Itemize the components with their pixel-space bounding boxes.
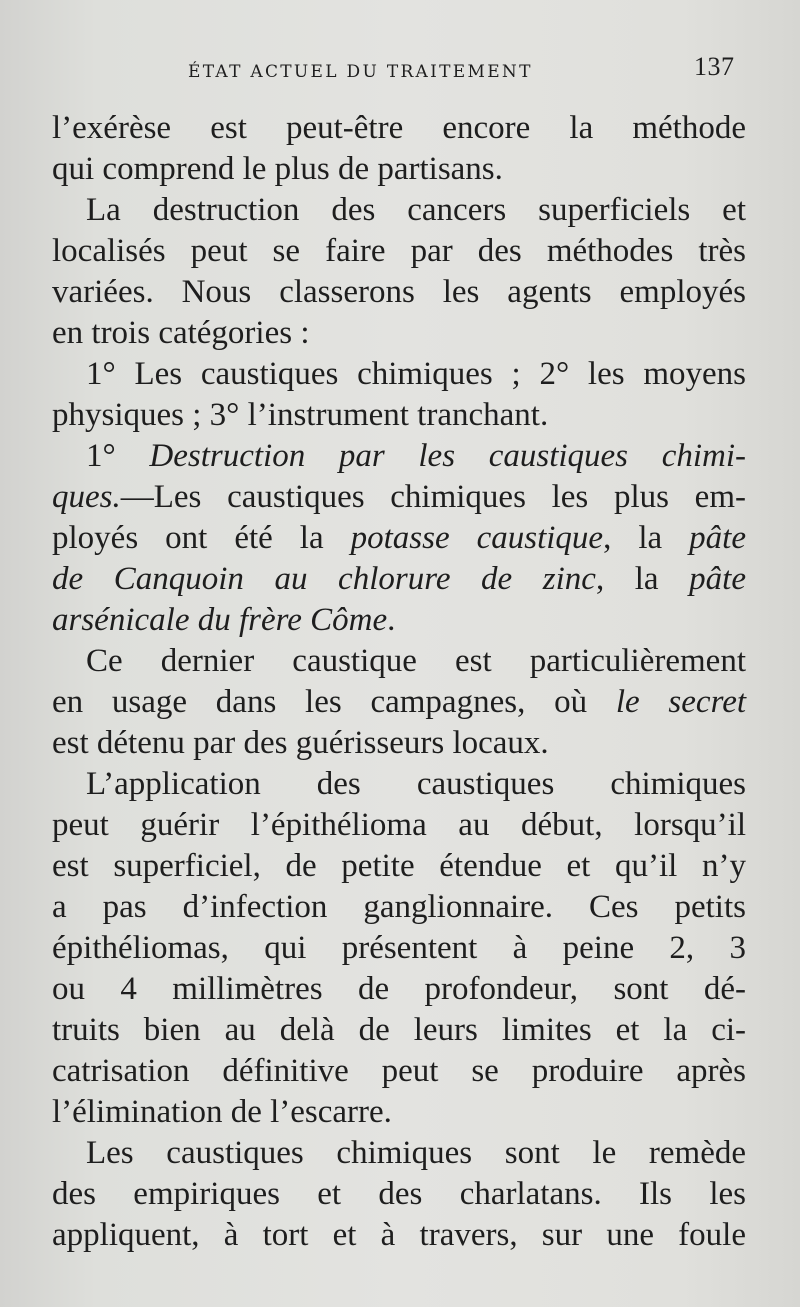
- text-line: l’exérèse est peut-être encore la méthode: [52, 110, 746, 146]
- text-line: qui comprend le plus de partisans.: [52, 151, 503, 187]
- running-head: ÉTAT ACTUEL DU TRAITEMENT: [188, 62, 533, 82]
- text-line: est détenu par des guérisseurs locaux.: [52, 725, 549, 761]
- text-line: ou 4 millimètres de profondeur, sont dé-: [52, 971, 746, 1007]
- body-text: [52, 108, 746, 1256]
- italic-segment: de Canquoin au chlorure de zinc: [52, 561, 596, 597]
- italic-segment: pâte: [689, 561, 746, 597]
- text-line: variées. Nous classerons les agents employés: [52, 274, 746, 310]
- text-line: truits bien au delà de leurs limites et la ci-: [52, 1012, 746, 1048]
- text-line: Les caustiques chimiques sont le remède: [86, 1135, 746, 1171]
- text-line: catrisation définitive peut se produire après: [52, 1053, 746, 1089]
- italic-segment: ques.: [52, 479, 121, 515]
- italic-segment: le secret: [615, 684, 747, 720]
- italic-segment: potasse caustique: [350, 520, 604, 556]
- text-line: [52, 477, 746, 518]
- text-segment: ployés ont été la: [52, 520, 351, 556]
- text-line: La destruction des cancers superficiels et: [86, 192, 746, 228]
- page-number: 137: [694, 52, 735, 81]
- text-line: a pas d’infection ganglionnaire. Ces petits: [52, 889, 746, 925]
- text-segment: —Les caustiques chimiques les plus em-: [120, 479, 746, 515]
- italic-segment: Destruction par les caustiques chimi-: [149, 438, 746, 474]
- page-header: [0, 52, 800, 92]
- italic-segment: arsénicale du frère Côme: [52, 602, 388, 638]
- text-line: est superficiel, de petite étendue et qu’il n’y: [52, 848, 746, 884]
- text-line: Ce dernier caustique est particulièrement: [86, 643, 746, 679]
- text-segment: .: [387, 602, 396, 638]
- text-line: 1° Les caustiques chimiques ; 2° les moyens: [86, 356, 746, 392]
- text-line: [52, 682, 746, 723]
- text-line: appliquent, à tort et à travers, sur une foule: [52, 1217, 746, 1253]
- text-segment: 1°: [86, 438, 150, 474]
- text-line: l’élimination de l’escarre.: [52, 1094, 392, 1130]
- text-line: des empiriques et des charlatans. Ils les: [52, 1176, 746, 1212]
- italic-segment: pâte: [689, 520, 746, 556]
- text-line: L’application des caustiques chimiques: [86, 766, 746, 802]
- text-line: [52, 559, 746, 600]
- text-line: peut guérir l’épithélioma au début, lorsqu’il: [52, 807, 746, 843]
- text-line: en trois catégories :: [52, 315, 310, 351]
- text-segment: , la: [595, 561, 690, 597]
- text-segment: , la: [603, 520, 690, 556]
- text-line: [52, 518, 746, 559]
- text-line: localisés peut se faire par des méthodes très: [52, 233, 746, 269]
- text-line: épithéliomas, qui présentent à peine 2, 3: [52, 930, 746, 966]
- text-line: physiques ; 3° l’instrument tranchant.: [52, 397, 549, 433]
- text-line: [52, 600, 746, 641]
- text-line: [52, 436, 746, 477]
- text-segment: en usage dans les campagnes, où: [52, 684, 616, 720]
